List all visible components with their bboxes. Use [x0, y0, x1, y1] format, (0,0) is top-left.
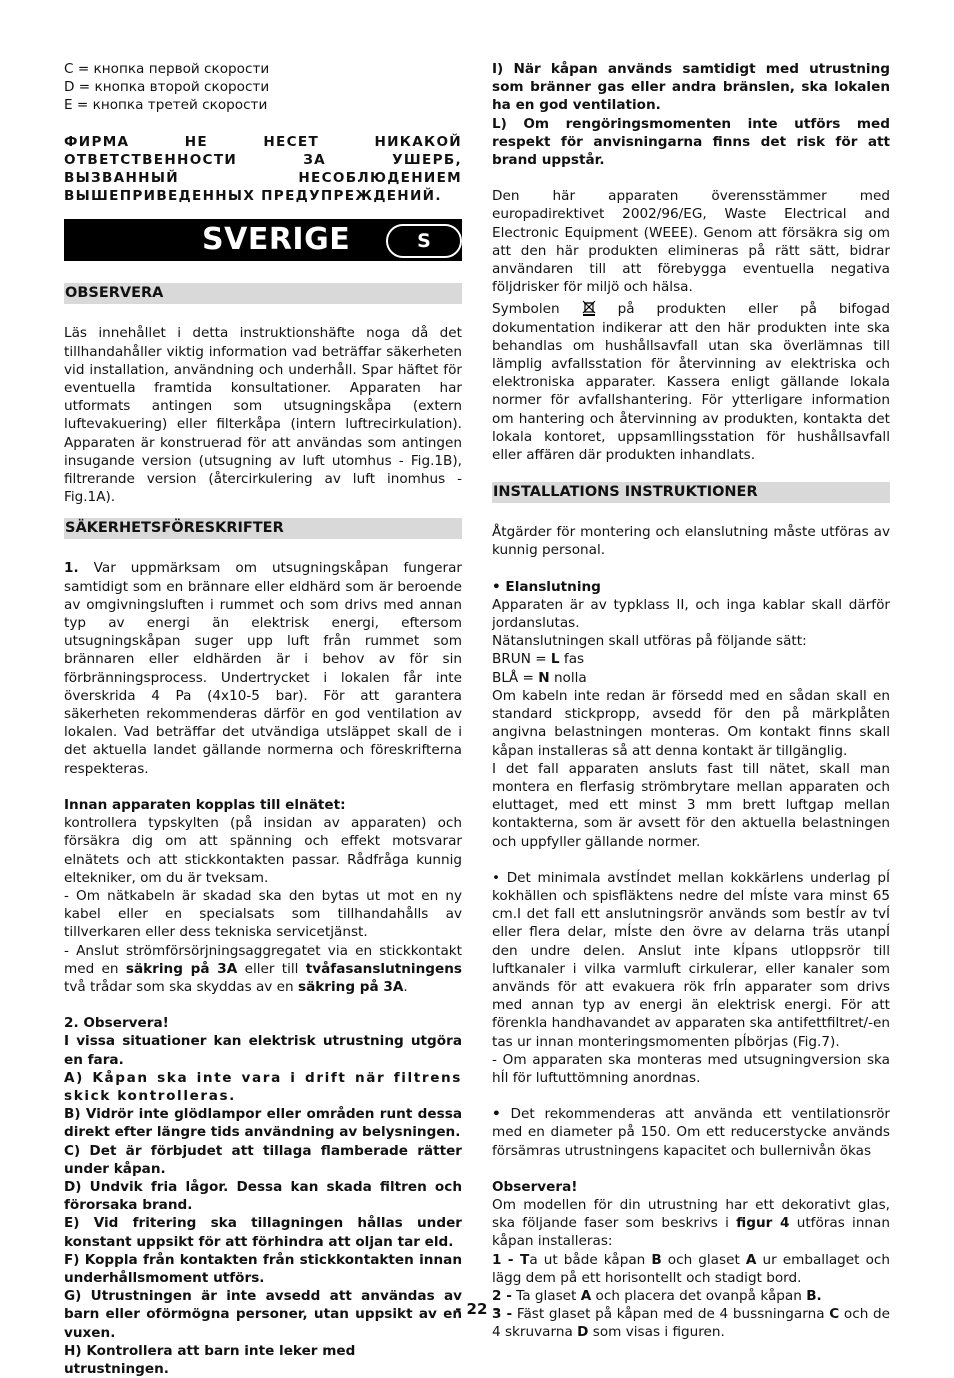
banner-title: SVERIGE — [202, 222, 351, 258]
obs-heading: Observera! — [492, 1178, 578, 1195]
before-text: kontrollera typskylten (på insidan av apparaten) och försäkra dig om att spänning och effekt motsvarar elnätets och att stickkontakten passar. Rådfråga kunnig eltekniker, om du är tveksam. — [64, 815, 462, 886]
elan-text: Om kabeln inte redan är försedd med en sådan skall en standard stickpropp, avsedd för den på märkplåten angivna belastningen monteras. Om kontakt finns skall kåpan installeras så att denna kontakt är tillgänglig. — [492, 687, 890, 759]
banner-code: S — [386, 224, 462, 258]
ru-line: E = кнопка третей скорости — [64, 97, 268, 114]
paragraph-text: Var uppmärksam om utsugningskåpan fungerar samtidigt som en brännare eller eldhärd som är beroende av omgivningsluften i rummet och som drivs med annan typ av energi än elektrisk energi, eftersom utsugningskåpan suger upp luft från rummet som brännaren eller eldhärden är i behov av för sin förbränningsprocess. Undertrycket i lokalen får inte överskrida 4 Pa (4x10-5 bar). För att garantera säkerheten rekommenderas därför en god ventilation av lokalen. Vad beträffar det utvändiga utsläppet skall de i det aktuella landet gällande normerna och föreskrifterna respekteras. — [64, 560, 462, 777]
observera-text: Läs innehållet i detta instruktionshäfte noga då det tillhandahåller viktig information vad beträffar säkerheten vid installation, användning och underhåll. Spar häftet för eventuella framtida konsultationer. Apparaten har utformats antingen som utsugningskåpa (extern luftevakuering) eller filterkåpa (intern luftrecirkulation). Apparaten är konstruerad för att användas som antingen insugande version (utsugning av luft utomhus - Fig.1B), filtrerande version (återcirkulering av luft inomhus - Fig.1A). — [64, 325, 462, 506]
observera-item-l: L) Om rengöringsmomenten inte utförs med respekt för anvisningarna finns det risk för att brand uppstår. — [492, 115, 890, 169]
elan-text: Apparaten är av typklass II, och inga kablar skall därför jordanslutas. — [492, 596, 890, 632]
section-heading-install: INSTALLATIONS INSTRUKTIONER — [492, 482, 890, 503]
before-heading: Innan apparaten kopplas till elnätet: — [64, 796, 346, 813]
elan-heading: • Elanslutning — [492, 578, 601, 595]
observera-item: B) Vidrör inte glödlampor eller områden runt dessa direkt efter längre tids användning av belysningen. — [64, 1106, 462, 1141]
cable-text: - Om nätkabeln är skadad ska den bytas ut mot en ny kabel eller en specialsats som tillhandahålls av tillverkaren eller dess tekniska servicetjänst. — [64, 887, 462, 941]
observera-item: I vissa situationer kan elektrisk utrustning utgöra en fara. — [64, 1033, 462, 1068]
obs-text: Om modellen för din utrustning har ett dekorativt glas, ska följande faser som beskrivs i figur 4 utföras innan kåpan installeras: — [492, 1196, 890, 1250]
page-number: - 22 - — [455, 1300, 499, 1318]
right-column — [492, 60, 890, 1342]
observera-item: E) Vid fritering ska tillagningen hållas under konstant uppsikt för att förhindra att oljan tar eld. — [64, 1215, 462, 1250]
observera-item: C) Det är förbjudet att tillaga flamberade rätter under kåpan. — [64, 1142, 462, 1177]
observera-item: G) Utrustningen är inte avsedd att användas av barn eller oförmögna personer, utan uppsikt av en vuxen. — [64, 1288, 462, 1341]
safety-paragraph-1 — [64, 559, 462, 777]
elan-text: I det fall apparaten ansluts fast till nätet, skall man montera en flerfasig strömbrytare mellan apparaten och eluttaget, med ett minst 3 mm brett luftgap mellan kontakterna, som är avsett för den aktuella belastningen och uppfyller gällande normer. — [492, 760, 890, 850]
observera-item-i: I) När kåpan används samtidigt med utrustning som bränner gas eller andra bränslen, ska lokalen ha en god ventilation. — [492, 61, 890, 114]
elan-text: Nätanslutningen skall utföras på följande sätt: — [492, 633, 807, 650]
left-column — [64, 60, 462, 1378]
paragraph-number: 1. — [64, 560, 79, 577]
language-banner — [64, 219, 462, 261]
ru-line: D = кнопка второй скорости — [64, 79, 270, 96]
observera-item: H) Kontrollera att barn inte leker med utrustningen. — [64, 1342, 356, 1377]
section-heading-observera: OBSERVERA — [64, 283, 462, 304]
observera-item: D) Undvik fria lågor. Dessa kan skada filtren och förorsaka brand. — [64, 1178, 462, 1214]
wire-blue: BLÅ = N nolla — [492, 669, 587, 686]
weee-bin-icon — [582, 300, 596, 316]
power-text: - Anslut strömförsörjningsaggregatet via en stickkontakt med en säkring på 3A eller till tvåfasanslutningens två trådar som ska skyddas av en säkring på 3A. — [64, 942, 462, 995]
observera-item: A) Kåpan ska inte vara i drift när filtrens skick kontrolleras. — [64, 1069, 462, 1104]
install-intro: Åtgärder för montering och elanslutning måste utföras av kunnig personal. — [492, 524, 890, 559]
step-1: 1 - Ta ut både kåpan B och glaset A ur emballaget och lägg dem på ett horisontellt och stadigt bord. — [492, 1251, 890, 1286]
weee-text: Den här apparaten överensstämmer med europadirektivet 2002/96/EG, Waste Electrical and Electronic Equipment (WEEE). Genom att försäkra sig om att den här produkten elimineras på rätt sätt, bidrar användaren till att förebygga eventuella negativa följdrisker för miljö och hälsa. — [492, 188, 890, 296]
ru-line: C = кнопка первой скорости — [64, 61, 270, 77]
observera-2-heading: 2. Observera! — [64, 1015, 169, 1032]
symbol-text: Symbolen på produkten eller på bifogad dokumentation indikerar att den här produkten inte ska behandlas om hushållsavfall utan ska överlämnas till lämplig avfallsstation för återvinning av elektriska och elektroniska apparater. Kassera enligt gällande lokala normer för avfallshantering. För ytterligare information om hantering och återvinning av produkten, kontakta det lokala kontoret, uppsamllingsstation för hushållsavfall eller affären där produkten inhandlats. — [492, 301, 890, 464]
section-heading-safety: SÄKERHETSFÖRESKRIFTER — [64, 518, 462, 539]
ru-warning: ФИРМА НЕ НЕСЕТ НИКАКОЙ ОТВЕТСТВЕННОСТИ ЗА УШЕРБ, ВЫЗВАННЫЙ НЕСОБЛЮДЕНИЕМ ВЫШЕПРИВЕДЕННЫХ ПРЕДУПРЕЖДЕНИЙ. — [64, 133, 462, 205]
vent-text: • Det rekommenderas att använda ett ventilationsrör med en diameter på 150. Om ett reducerstycke används försämras utrustningens kapacitet och bullernivån ökas — [492, 1106, 890, 1159]
distance-text-2: - Om apparaten ska monteras med utsugningversion ska hÍl för luftuttömning anordnas. — [492, 1051, 890, 1086]
observera-item: F) Koppla från kontakten från stickkontakten innan underhållsmoment utförs. — [64, 1251, 462, 1286]
wire-brown: BRUN = L fas — [492, 651, 585, 668]
step-2: 2 - Ta glaset A och placera det ovanpå kåpan B. — [492, 1287, 822, 1304]
step-3: 3 - Fäst glaset på kåpan med de 4 bussningarna C och de 4 skruvarna D som visas i figuren. — [492, 1306, 890, 1341]
distance-text: • Det minimala avstÍndet mellan kokkärlens underlag pÍ kokhällen och spisfläktens nedre del mÍste vara minst 65 cm.I det fall ett anslutningsrör används som bestÍr av tvÍ eller flera delar, mÍste den övre av delarna träs utanpÍ den undre delen. Anslut inte kÍpans utloppsrör till luftkanaler i vilka varmluft cirkulerar, eller kanaler som används för att evakuera rök frÍn apparater som drivs med annan typ av energi än elektrisk energi. För att förenkla handhavandet av apparaten ska antifettfiltret/-en tas ur innan monteringsmomenten pÍbörjas (Fig.7). — [492, 869, 890, 1050]
